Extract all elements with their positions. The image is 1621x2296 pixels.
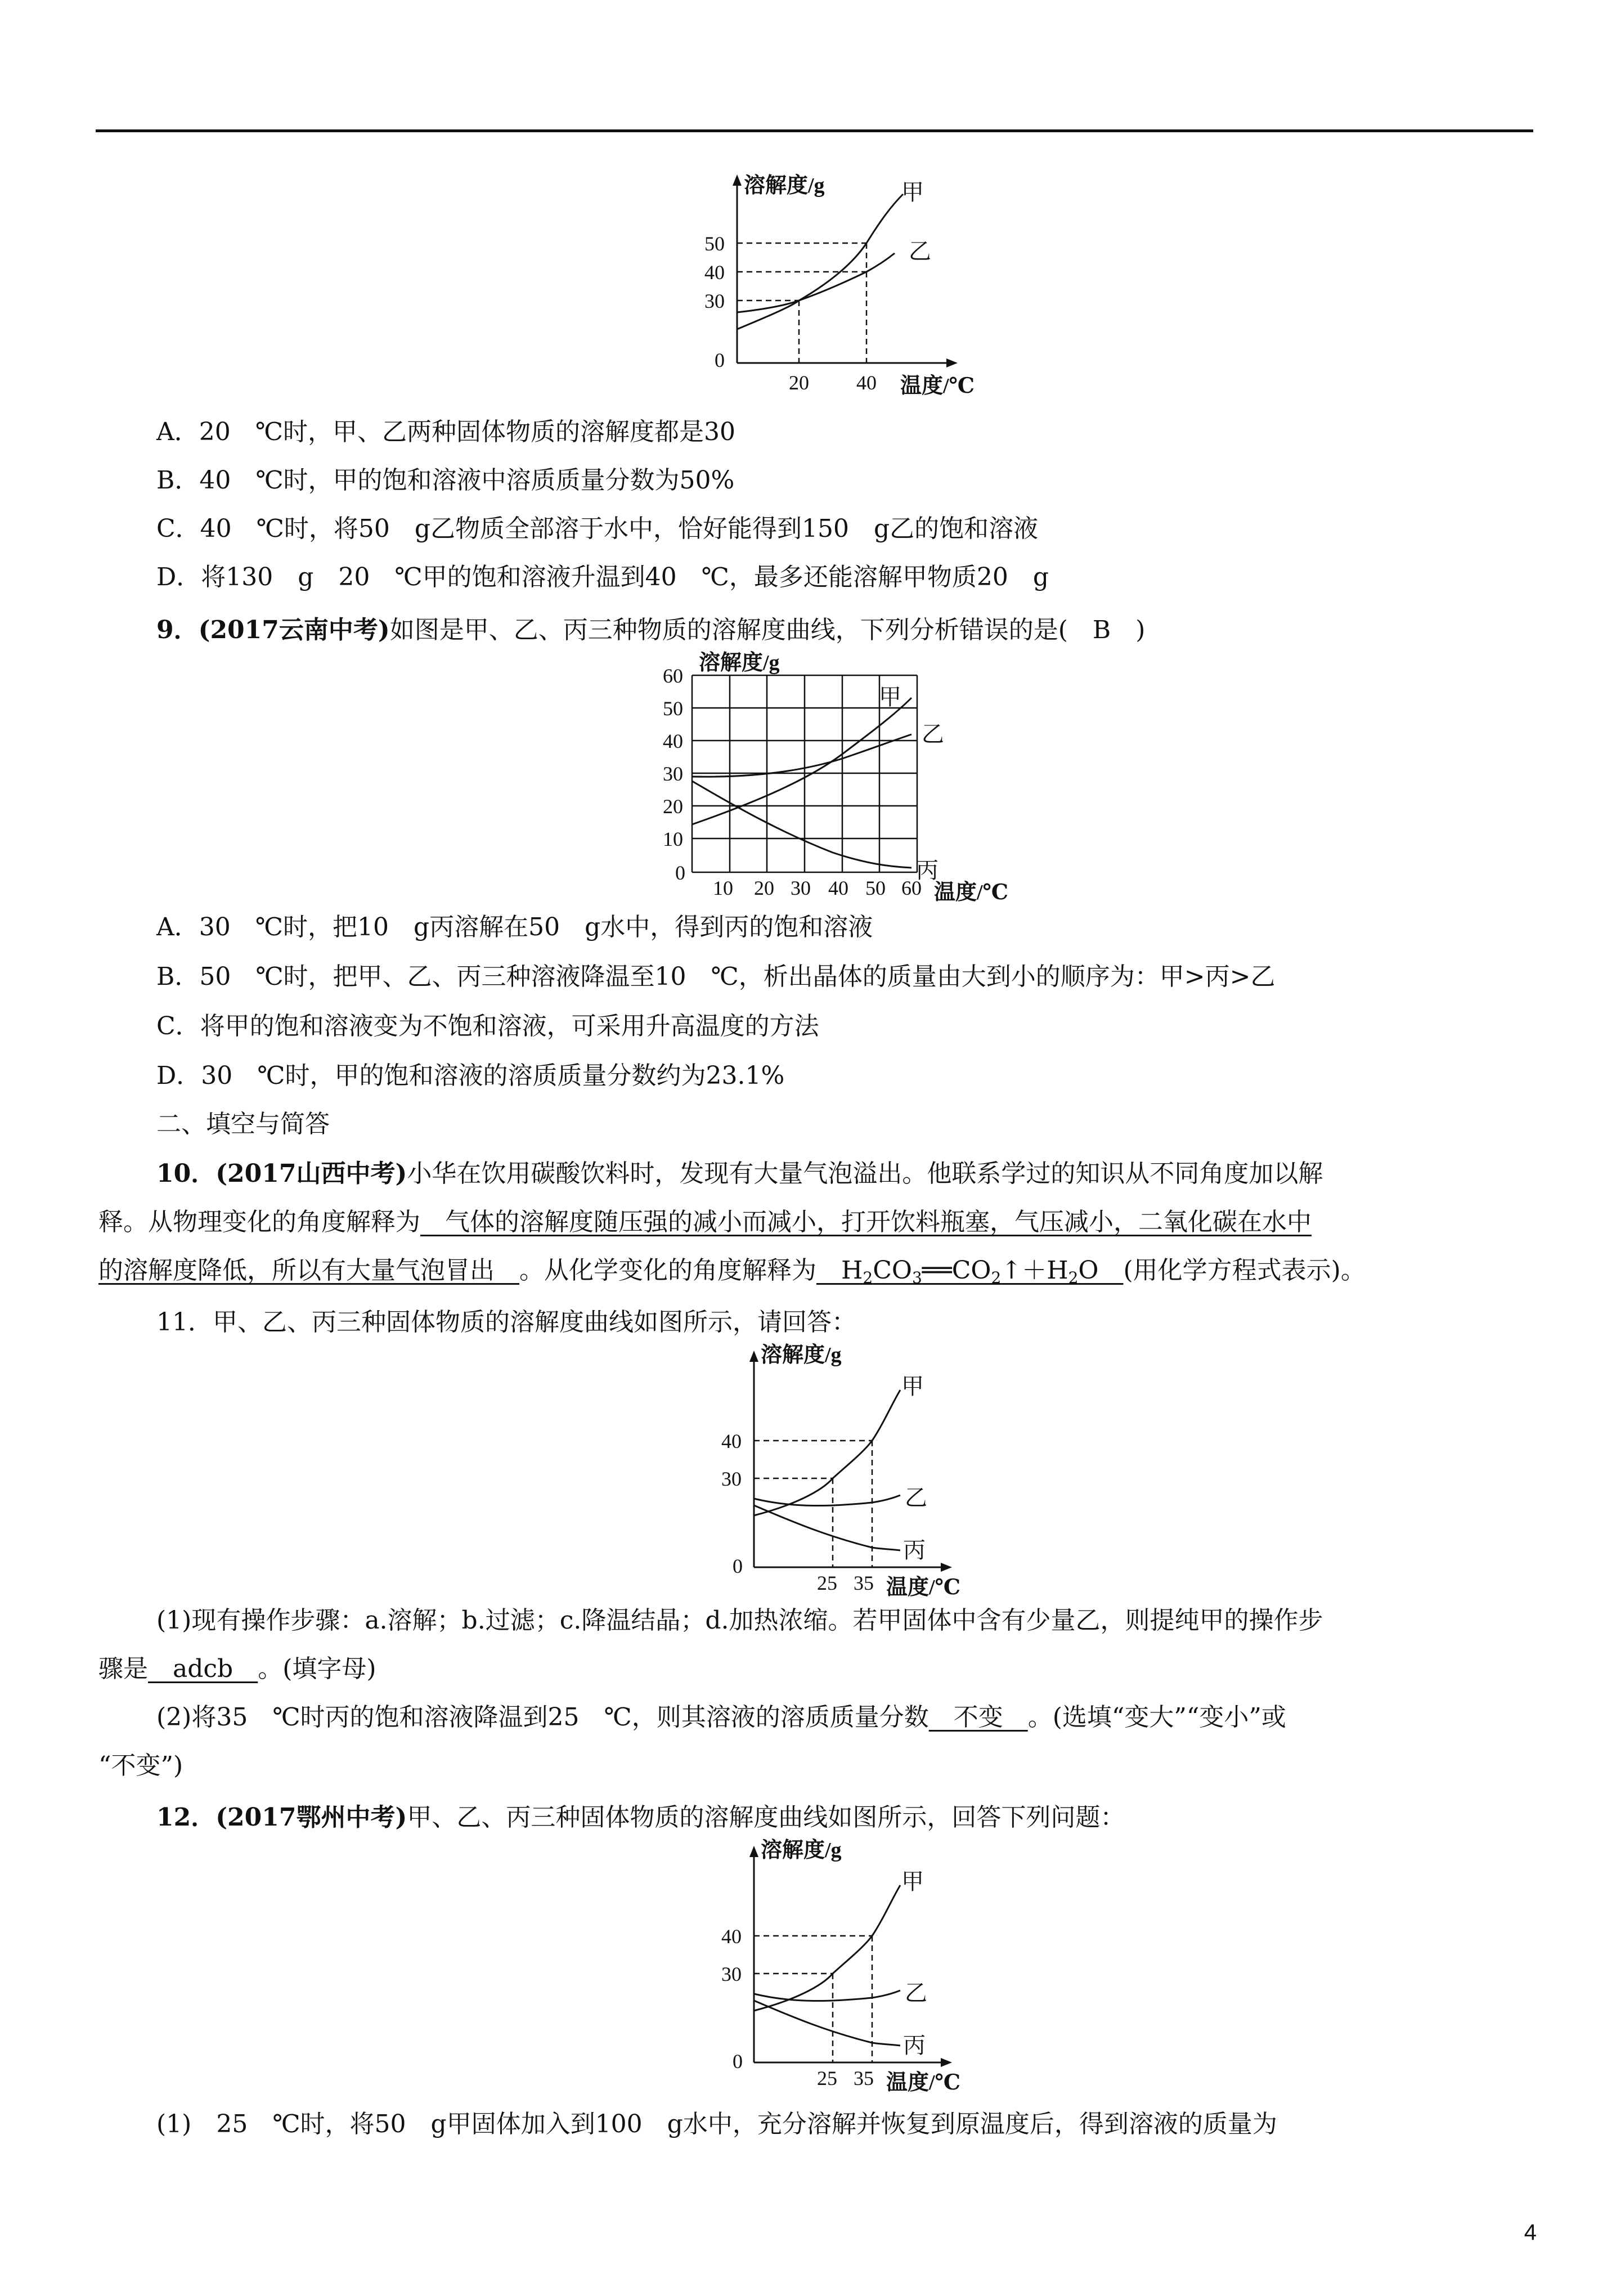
y-axis-label: 溶解度/g	[761, 1838, 842, 1862]
y-tick: 40	[663, 730, 683, 752]
x-tick: 40	[856, 371, 877, 394]
curve-yi	[737, 253, 895, 312]
x-axis-label: 温度/℃	[886, 2071, 961, 2095]
x-tick: 20	[754, 877, 774, 899]
answer-blank: 不变	[928, 1703, 1028, 1732]
y-tick: 0	[733, 1555, 743, 1577]
question-text: 骤是	[98, 1654, 148, 1683]
x-tick: 10	[713, 877, 733, 899]
answer-blank: 气体的溶解度随压强的减小而减小，打开饮料瓶塞，气压减小，二氧化碳在水中	[420, 1208, 1312, 1236]
q9-option-b: B．50 ℃时，把甲、乙、丙三种溶液降温至10 ℃，析出晶体的质量由大到小的顺序为：甲>丙>乙	[156, 962, 1276, 991]
y-tick: 30	[704, 290, 725, 312]
q10-line1	[156, 1157, 1323, 1191]
q11-part2-line2: “不变”)	[98, 1751, 183, 1780]
y-tick: 40	[704, 261, 725, 284]
curve-bing	[692, 781, 911, 868]
x-tick: 25	[817, 1572, 837, 1594]
series-label-jia: 甲	[901, 1374, 924, 1399]
y-tick: 60	[663, 665, 683, 687]
question-text-close: )	[1111, 616, 1146, 644]
question-text: 。从化学变化的角度解释为	[519, 1256, 816, 1285]
q11-part2-line1	[156, 1701, 1286, 1734]
y-tick: 0	[715, 349, 725, 371]
curve-yi	[754, 1495, 900, 1506]
question-number: 12．	[156, 1803, 216, 1832]
q9-option-c: C．将甲的饱和溶液变为不饱和溶液，可采用升高温度的方法	[156, 1012, 819, 1041]
solubility-chart-q11	[720, 1342, 985, 1599]
y-tick: 10	[663, 828, 683, 850]
y-tick: 30	[721, 1963, 742, 1985]
q8-option-b: B．40 ℃时，甲的饱和溶液中溶质质量分数为50%	[156, 466, 735, 495]
x-tick: 40	[828, 877, 848, 899]
question-text: (2)将35 ℃时丙的饱和溶液降温到25 ℃，则其溶液的溶质质量分数	[156, 1703, 929, 1732]
question-number: 9．	[156, 616, 199, 644]
q10-line3	[98, 1254, 1366, 1288]
question-text: 。(填字母)	[258, 1654, 376, 1683]
x-tick: 35	[854, 1572, 874, 1594]
answer-blank: 的溶解度降低，所以有大量气泡冒出	[98, 1256, 519, 1285]
x-tick: 25	[817, 2067, 837, 2089]
x-axis-label: 温度/℃	[900, 374, 975, 398]
curve-jia	[754, 1390, 900, 1515]
solubility-chart-q8	[692, 169, 1007, 398]
solubility-chart-q9	[647, 653, 1041, 906]
q12-part1: (1) 25 ℃时，将50 g甲固体加入到100 g水中，充分溶解并恢复到原温度后，得到溶液的质量为	[156, 2110, 1277, 2138]
curve-jia	[754, 1885, 900, 2011]
series-label-yi: 乙	[909, 239, 931, 264]
y-tick: 40	[721, 1925, 742, 1948]
question-text: (用化学方程式表示)。	[1123, 1256, 1366, 1285]
series-label-bing: 丙	[916, 858, 939, 883]
y-tick: 50	[704, 232, 725, 255]
curve-yi	[754, 1990, 900, 2001]
series-label-jia: 甲	[901, 180, 924, 205]
q11-part1-line2	[98, 1652, 376, 1686]
question-source: (2017云南中考)	[198, 616, 390, 644]
answer-equation: $H_2CO_3══CO_2↑+H_2O$	[816, 1256, 1124, 1287]
question-text: 甲、乙、丙三种固体物质的溶解度曲线如图所示，回答下列问题：	[407, 1803, 1125, 1832]
y-tick: 30	[663, 763, 683, 785]
header-rule	[96, 129, 1533, 132]
q9-option-d: D．30 ℃时，甲的饱和溶液的溶质质量分数约为23.1%	[156, 1061, 785, 1090]
y-tick: 0	[733, 2050, 743, 2073]
q8-option-a: A．20 ℃时，甲、乙两种固体物质的溶解度都是30	[156, 418, 735, 446]
y-tick: 20	[663, 795, 683, 818]
curve-bing	[754, 1505, 900, 1550]
question-number: 10．	[156, 1159, 216, 1188]
series-label-yi: 乙	[905, 1980, 927, 2006]
series-label-jia: 甲	[901, 1869, 924, 1894]
curve-bing	[754, 2001, 900, 2046]
y-tick: 40	[721, 1430, 742, 1452]
series-label-yi: 乙	[922, 721, 944, 747]
page-number: 4	[1524, 2220, 1537, 2245]
x-axis-label: 温度/℃	[886, 1576, 961, 1599]
series-label-bing: 丙	[903, 2033, 926, 2058]
answer-blank: adcb	[148, 1654, 258, 1683]
question-source: (2017鄂州中考)	[215, 1803, 407, 1832]
y-axis-label: 溶解度/g	[699, 651, 780, 675]
series-label-jia: 甲	[879, 684, 901, 710]
solubility-chart-q12	[720, 1837, 985, 2095]
q9-option-a: A．30 ℃时，把10 g丙溶解在50 g水中，得到丙的饱和溶液	[156, 913, 873, 941]
question-text: 释。从物理变化的角度解释为	[98, 1208, 420, 1236]
q12-stem	[156, 1801, 1125, 1835]
series-label-yi: 乙	[905, 1485, 927, 1510]
q9-stem	[156, 613, 1145, 647]
question-text: 如图是甲、乙、丙三种物质的溶解度曲线，下列分析错误的是(	[389, 616, 1093, 644]
x-axis-label: 温度/℃	[934, 881, 1009, 904]
question-source: (2017山西中考)	[215, 1159, 407, 1188]
x-tick: 20	[789, 371, 809, 394]
x-tick: 60	[901, 877, 922, 899]
answer: B	[1092, 616, 1111, 644]
x-tick: 30	[791, 877, 811, 899]
q11-part1-line1: (1)现有操作步骤：a.溶解；b.过滤；c.降温结晶；d.加热浓缩。若甲固体中含有少量乙，则提纯甲的操作步	[156, 1606, 1323, 1635]
y-axis-label: 溶解度/g	[761, 1343, 842, 1367]
x-tick: 50	[865, 877, 886, 899]
y-tick: 50	[663, 697, 683, 720]
question-text: 小华在饮用碳酸饮料时，发现有大量气泡溢出。他联系学过的知识从不同角度加以解	[407, 1159, 1323, 1188]
x-tick: 35	[854, 2067, 874, 2089]
series-label-bing: 丙	[903, 1537, 926, 1563]
y-tick: 0	[675, 862, 685, 884]
y-tick: 30	[721, 1468, 742, 1490]
section-heading: 二、填空与简答	[156, 1110, 330, 1138]
q8-option-d: D．将130 g 20 ℃甲的饱和溶液升温到40 ℃，最多还能溶解甲物质20 g	[156, 563, 1049, 591]
question-text: 。(选填“变大”“变小”或	[1027, 1703, 1286, 1732]
q11-stem: 11．甲、乙、丙三种固体物质的溶解度曲线如图所示，请回答：	[156, 1308, 856, 1337]
q8-option-c: C．40 ℃时，将50 g乙物质全部溶于水中，恰好能得到150 g乙的饱和溶液	[156, 514, 1039, 543]
q10-line2	[98, 1205, 1312, 1239]
y-axis-label: 溶解度/g	[744, 174, 825, 198]
